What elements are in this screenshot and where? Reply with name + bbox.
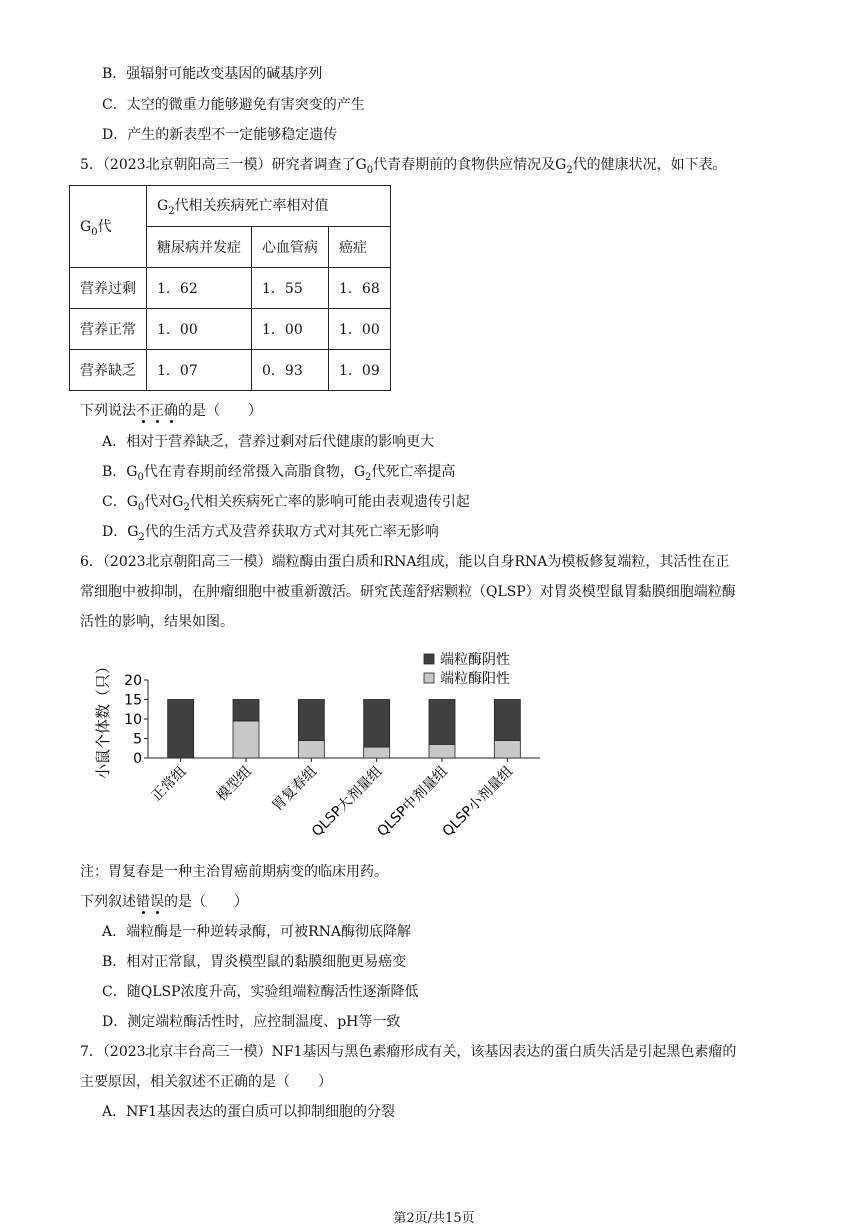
y-tick-label: 5: [133, 731, 142, 748]
stem-text: 代青春期前的食物供应情况及G: [373, 157, 567, 173]
y-tick-label: 0: [133, 751, 142, 767]
x-tick-label: 正常组: [148, 763, 190, 805]
row-label: 营养正常: [70, 309, 147, 350]
question-number: 6．: [80, 554, 103, 570]
subscript: 0: [91, 226, 98, 238]
subscript: 2: [566, 164, 573, 176]
option-text: 代死亡率提高: [371, 464, 456, 480]
table-cell: 1．62: [147, 268, 252, 309]
question-source: （2023北京丰台高三一模）: [102, 1044, 272, 1060]
cell-text: 代相关疾病死亡率相对值: [174, 198, 329, 215]
subscript: 2: [183, 501, 190, 513]
stem-text: NF1基因与黑色素瘤形成有关，该基因表达的蛋白质失活是引起黑色素瘤的: [271, 1044, 737, 1060]
bar-segment: [233, 700, 259, 721]
stem-text: 研究者调查了G: [271, 157, 367, 173]
q6-option-d: D．测定端粒酶活性时，应控制温度、pH等一致: [102, 1014, 401, 1030]
question-text: 的是（ ）: [164, 894, 248, 910]
emphasis-char: 不: [136, 403, 150, 419]
table-col-header: 心血管病: [252, 227, 329, 268]
cell-text: G: [157, 198, 169, 215]
q5-option-d: [102, 522, 439, 548]
telomerase-bar-chart: [90, 645, 560, 860]
q7-stem-line1: [80, 1042, 736, 1062]
emphasis-char: 确: [164, 403, 178, 419]
bar-segment: [298, 740, 324, 758]
question-number: 7．: [80, 1044, 103, 1060]
y-tick-label: 10: [124, 712, 142, 728]
q5-option-c: [102, 492, 470, 518]
bar-segment: [364, 747, 390, 758]
y-axis-label: 小鼠个体数（只）: [94, 658, 112, 780]
option-text: C．G: [102, 494, 138, 510]
emphasis-char: 误: [150, 894, 164, 910]
q4-option-b: [102, 64, 322, 84]
table-cell: 1．68: [329, 268, 391, 309]
bar-segment: [494, 700, 520, 741]
q4-option-c: [102, 95, 365, 115]
table-group-header: [147, 186, 391, 227]
stem-text: 代的健康状况，如下表。: [572, 157, 727, 173]
table-cell: 1．00: [252, 309, 329, 350]
subscript: 2: [138, 531, 145, 543]
cell-text: G: [80, 218, 92, 235]
subscript: 2: [365, 471, 372, 483]
q4-option-d: [102, 125, 337, 145]
question-text: 的是（ ）: [178, 403, 262, 419]
y-tick-label: 15: [124, 692, 142, 709]
table-cell: 1．00: [147, 309, 252, 350]
table-row: [70, 268, 391, 309]
table-col-header: 糖尿病并发症: [147, 227, 252, 268]
q6-stem-line1: [80, 552, 729, 572]
y-tick-label: 20: [124, 673, 142, 689]
option-text: B．G: [102, 464, 138, 480]
subscript: 0: [137, 471, 144, 483]
option-text: 强辐射可能改变基因的碱基序列: [126, 66, 323, 82]
q5-option-a: A．相对于营养缺乏，营养过剩对后代健康的影响更大: [102, 434, 435, 450]
row-label: 营养过剩: [70, 268, 147, 309]
bar-segment: [429, 700, 455, 745]
table-row: [70, 309, 391, 350]
question-text: 下列说法: [80, 403, 136, 419]
q6-option-c: C．随QLSP浓度升高，实验组端粒酶活性逐渐降低: [102, 984, 419, 1000]
option-letter: D．: [102, 127, 128, 143]
option-text: 太空的微重力能够避免有害突变的产生: [126, 97, 365, 113]
question-text: 下列叙述: [80, 894, 136, 910]
x-tick-label: QLSP小剂量组: [439, 763, 517, 840]
bar-segment: [364, 700, 390, 748]
subscript: 0: [137, 501, 145, 513]
legend-swatch: [424, 673, 434, 683]
question-source: （2023北京朝阳高三一模）: [102, 554, 272, 570]
legend-swatch: [424, 654, 434, 664]
cell-text: 代: [97, 218, 112, 235]
legend-label: 端粒酶阴性: [440, 652, 510, 668]
option-letter: B．: [102, 66, 127, 82]
option-text: 代在青春期前经常摄入高脂食物，G: [143, 464, 366, 480]
x-tick-label: QLSP中剂量组: [374, 763, 451, 840]
option-text: 代的生活方式及营养获取方式对其死亡率无影响: [144, 524, 439, 540]
question-source: （2023北京朝阳高三一模）: [102, 157, 272, 173]
option-text: 产生的新表型不一定能够稳定遗传: [127, 127, 338, 143]
page-footer: 第2页/共15页: [393, 1211, 475, 1226]
option-text: 代对G: [144, 494, 184, 510]
table-cell: 1．09: [329, 350, 391, 391]
q6-stem-line3: 活性的影响，结果如图。: [80, 614, 234, 630]
emphasis-char: 正: [150, 403, 164, 419]
q6-question: [80, 892, 248, 912]
row-label: 营养缺乏: [70, 350, 147, 391]
bar-segment: [168, 700, 194, 759]
legend-label: 端粒酶阳性: [440, 671, 510, 687]
emphasis-char: 错: [136, 894, 150, 910]
q7-option-a: A．NF1基因表达的蛋白质可以抑制细胞的分裂: [102, 1104, 395, 1120]
bar-segment: [298, 700, 324, 741]
option-text: 代相关疾病死亡率的影响可能由表观遗传引起: [189, 494, 470, 510]
x-tick-label: QLSP大剂量组: [309, 763, 386, 840]
option-letter: C．: [102, 97, 127, 113]
q5-option-b: [102, 462, 455, 488]
x-tick-label: 胃复春组: [269, 763, 321, 815]
table-corner-header: [70, 186, 147, 268]
q6-note: 注：胃复春是一种主治胃癌前期病变的临床用药。: [80, 864, 388, 880]
q5-question: [80, 401, 262, 421]
table-cell: 1．07: [147, 350, 252, 391]
q6-option-a: A．端粒酶是一种逆转录酶，可被RNA酶彻底降解: [102, 924, 412, 940]
x-tick-label: 模型组: [213, 763, 255, 805]
table-row: [70, 350, 391, 391]
q6-option-b: B．相对正常鼠，胃炎模型鼠的黏膜细胞更易癌变: [102, 954, 407, 970]
table-cell: 1．00: [329, 309, 391, 350]
table-col-header: 癌症: [329, 227, 391, 268]
subscript: 2: [168, 205, 175, 217]
bar-segment: [429, 744, 455, 758]
option-text: D．G: [102, 524, 139, 540]
q5-data-table: [69, 185, 391, 391]
q7-stem-line2: 主要原因，相关叙述不正确的是（ ）: [80, 1074, 332, 1090]
table-cell: 0．93: [252, 350, 329, 391]
q5-stem: [80, 155, 727, 181]
subscript: 0: [366, 164, 374, 176]
bar-segment: [233, 721, 259, 758]
q6-stem-line2: 常细胞中被抑制，在肿瘤细胞中被重新激活。研究芪莲舒痞颗粒（QLSP）对胃炎模型鼠胃黏膜细胞端粒酶: [80, 584, 736, 600]
stem-text: 端粒酶由蛋白质和RNA组成，能以自身RNA为模板修复端粒，其活性在正: [271, 554, 730, 570]
question-number: 5．: [80, 157, 103, 173]
bar-segment: [494, 740, 520, 758]
table-cell: 1．55: [252, 268, 329, 309]
